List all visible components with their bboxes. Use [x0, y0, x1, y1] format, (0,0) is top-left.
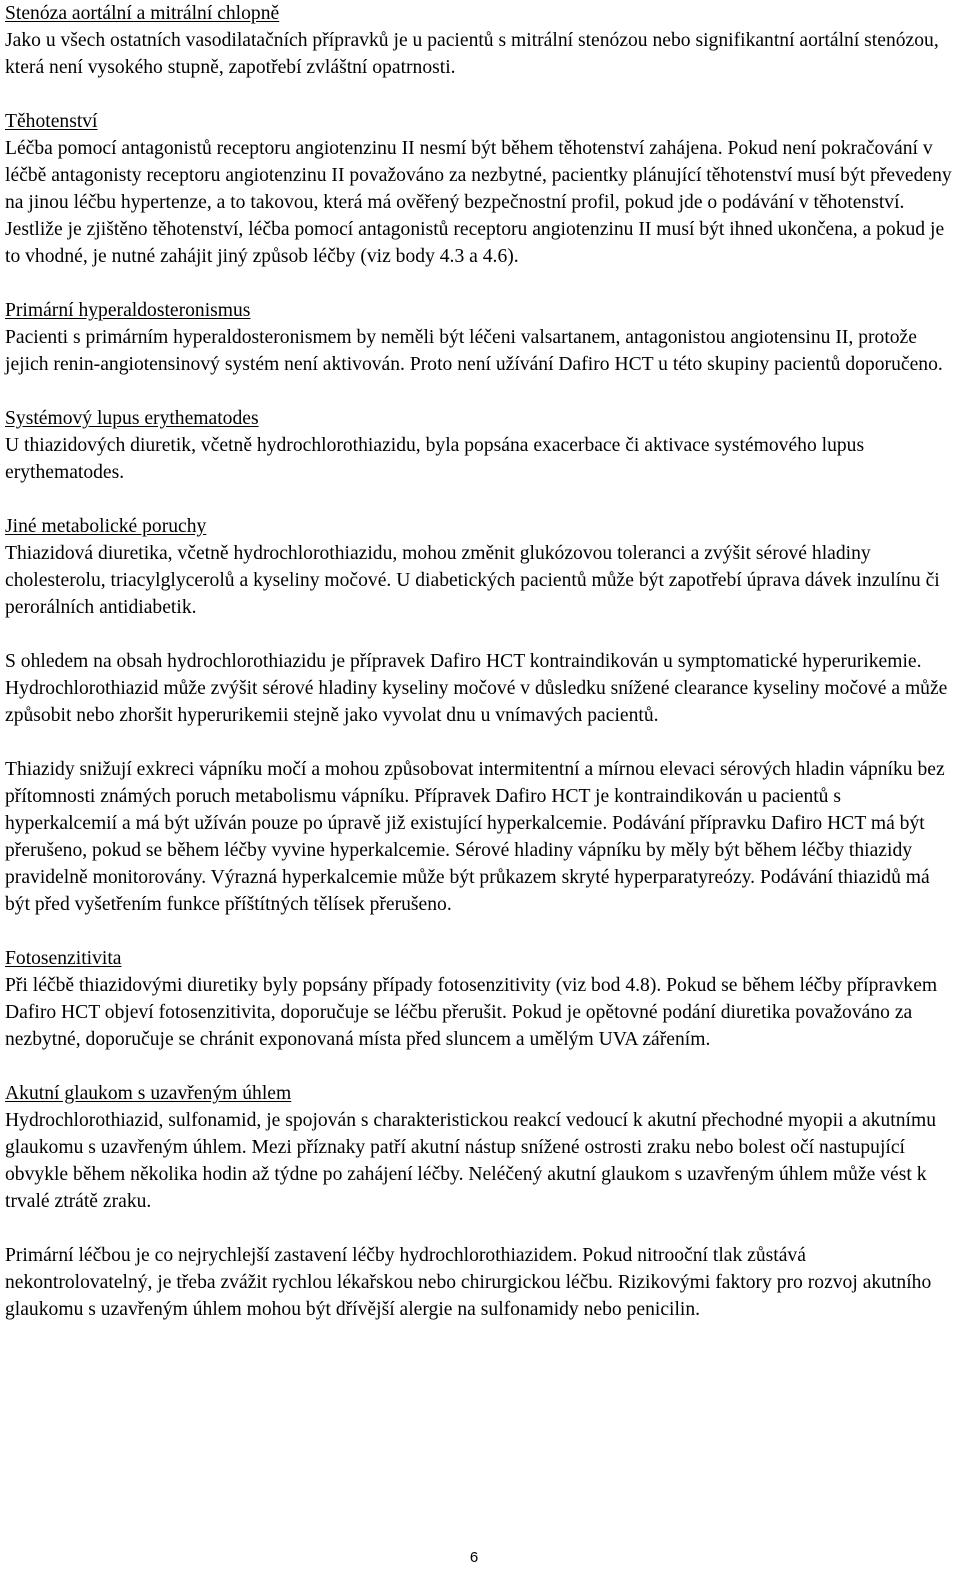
- section-photosensitivity: [5, 945, 953, 1053]
- section-heading: Jiné metabolické poruchy: [5, 516, 207, 537]
- spacer: [5, 81, 953, 108]
- page-number: 6: [469, 1549, 479, 1566]
- section-heading: Fotosenzitivita: [5, 948, 122, 969]
- spacer: [5, 378, 953, 405]
- section-metabolic-disorders: [5, 513, 953, 918]
- section-aortic-mitral-stenosis: [5, 0, 953, 81]
- paragraph: Při léčbě thiazidovými diuretiky byly popsány případy fotosenzitivity (viz bod 4.8). Pokud se během léčby přípravkem Dafiro HCT objeví fotosenzitivita, doporučuje se léčbu přerušit. Pokud je opětovné podání diuretika považováno za nezbytné, doporučuje se chránit exponovaná místa před sluncem a umělým UVA zářením.: [5, 975, 938, 1050]
- section-heading: Stenóza aortální a mitrální chlopně: [5, 3, 280, 24]
- paragraph: Hydrochlorothiazid, sulfonamid, je spojován s charakteristickou reakcí vedoucí k akutní přechodné myopii a akutnímu glaukomu s uzavřeným úhlem. Mezi příznaky patří akutní nástup snížené ostrosti zraku nebo bolest očí nastupující obvykle během několika hodin až týdne po zahájení léčby. Neléčený akutní glaukom s uzavřeným úhlem může vést k trvalé ztrátě zraku.: [5, 1110, 936, 1212]
- paragraph: S ohledem na obsah hydrochlorothiazidu je přípravek Dafiro HCT kontraindikován u symptomatické hyperurikemie. Hydrochlorothiazid může zvýšit sérové hladiny kyseliny močové v důsledku snížené clearance kyseliny močové a může způsobit nebo zhoršit hyperurikemii stejně jako vyvolat dnu u vnímavých pacientů.: [5, 651, 948, 726]
- section-heading: Těhotenství: [5, 111, 98, 132]
- section-heading: Primární hyperaldosteronismus: [5, 300, 251, 321]
- section-pregnancy: [5, 108, 953, 270]
- paragraph: Pacienti s primárním hyperaldosteronismem by neměli být léčeni valsartanem, antagonistou angiotensinu II, protože jejich renin-angiotensinový systém není aktivován. Proto není užívání Dafiro HCT u této skupiny pacientů doporučeno.: [5, 327, 943, 375]
- spacer: [5, 486, 953, 513]
- paragraph: U thiazidových diuretik, včetně hydrochlorothiazidu, byla popsána exacerbace či aktivace systémového lupus erythematodes.: [5, 435, 865, 483]
- paragraph: Thiazidová diuretika, včetně hydrochlorothiazidu, mohou změnit glukózovou toleranci a zvýšit sérové hladiny cholesterolu, triacylglycerolů a kyseliny močové. U diabetických pacientů může být zapotřebí úprava dávek inzulínu či perorálních antidiabetik.: [5, 543, 940, 618]
- section-heading: Systémový lupus erythematodes: [5, 408, 259, 429]
- spacer: [5, 270, 953, 297]
- paragraph: Primární léčbou je co nejrychlejší zastavení léčby hydrochlorothiazidem. Pokud nitrooční tlak zůstává nekontrolovatelný, je třeba zvážit rychlou lékařskou nebo chirurgickou léčbu. Rizikovými faktory pro rozvoj akutního glaukomu s uzavřeným úhlem mohou být dřívější alergie na sulfonamidy nebo penicilin.: [5, 1245, 932, 1320]
- paragraph: Thiazidy snižují exkreci vápníku močí a mohou způsobovat intermitentní a mírnou elevaci sérových hladin vápníku bez přítomnosti známých poruch metabolismu vápníku. Přípravek Dafiro HCT je kontraindikován u pacientů s hyperkalcemií a má být užíván pouze po úpravě již existující hyperkalcemie. Podávání přípravku Dafiro HCT má být přerušeno, pokud se během léčby vyvine hyperkalcemie. Sérové hladiny vápníku by měly být během léčby thiazidy pravidelně monitorovány. Výrazná hyperkalcemie může být průkazem skryté hyperparatyreózy. Podávání thiazidů má být před vyšetřením funkce příštítných tělísek přerušeno.: [5, 759, 945, 915]
- section-lupus: [5, 405, 953, 486]
- document-page: [5, 0, 953, 1323]
- section-heading: Akutní glaukom s uzavřeným úhlem: [5, 1083, 292, 1104]
- spacer: [5, 1053, 953, 1080]
- spacer: [5, 918, 953, 945]
- spacer: [5, 621, 953, 648]
- section-primary-hyperaldosteronism: [5, 297, 953, 378]
- spacer: [5, 729, 953, 756]
- paragraph: Léčba pomocí antagonistů receptoru angiotenzinu II nesmí být během těhotenství zahájena. Pokud není pokračování v léčbě antagonisty receptoru angiotenzinu II považováno za nezbytné, pacientky plánující těhotenství musí být převedeny na jinou léčbu hypertenze, a to takovou, která má ověřený bezpečnostní profil, pokud jde o podávání v těhotenství. Jestliže je zjištěno těhotenství, léčba pomocí antagonistů receptoru angiotenzinu II musí být ihned ukončena, a pokud je to vhodné, je nutné zahájit jiný způsob léčby (viz body 4.3 a 4.6).: [5, 138, 952, 267]
- section-angle-closure-glaucoma: [5, 1080, 953, 1323]
- paragraph: Jako u všech ostatních vasodilatačních přípravků je u pacientů s mitrální stenózou nebo signifikantní aortální stenózou, která není vysokého stupně, zapotřebí zvláštní opatrnosti.: [5, 30, 939, 78]
- spacer: [5, 1215, 953, 1242]
